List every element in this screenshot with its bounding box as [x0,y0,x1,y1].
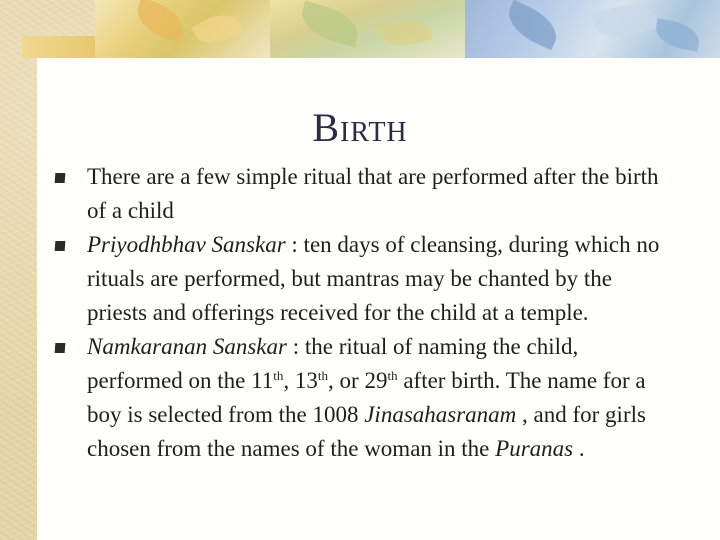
banner-strip [22,36,97,58]
square-bullet-icon [55,173,66,183]
banner-tile-left [95,0,270,58]
bullet-list [52,160,672,466]
term-puranas: Puranas [495,436,574,461]
floral-banner-icon [95,0,720,58]
banner-tile-middle [270,0,465,58]
bullet-item: Priyodhbhav Sanskar : ten days of cleansing, during which no rituals are performed, but mantras may be chanted by the priests and offerings received for the child at a temple. [52,228,672,330]
bullet-item: Namkaranan Sanskar : the ritual of naming the child, performed on the 11th, 13th, or 29th after birth. The name for a boy is selected from the 1008 Jinasahasranam , and for girls chosen from the names of the woman in the Puranas . [52,330,672,466]
bullet-item: There are a few simple ritual that are performed after the birth of a child [52,160,672,228]
slide-title: Birth [312,105,408,150]
square-bullet-icon [55,241,66,251]
term-jinasahasranam: Jinasahasranam [364,402,517,427]
term-priyodhbhav: Priyodhbhav Sanskar [87,232,286,257]
term-namkaranan: Namkaranan Sanskar [87,334,287,359]
banner-tile-right [465,0,720,58]
square-bullet-icon [55,343,66,353]
